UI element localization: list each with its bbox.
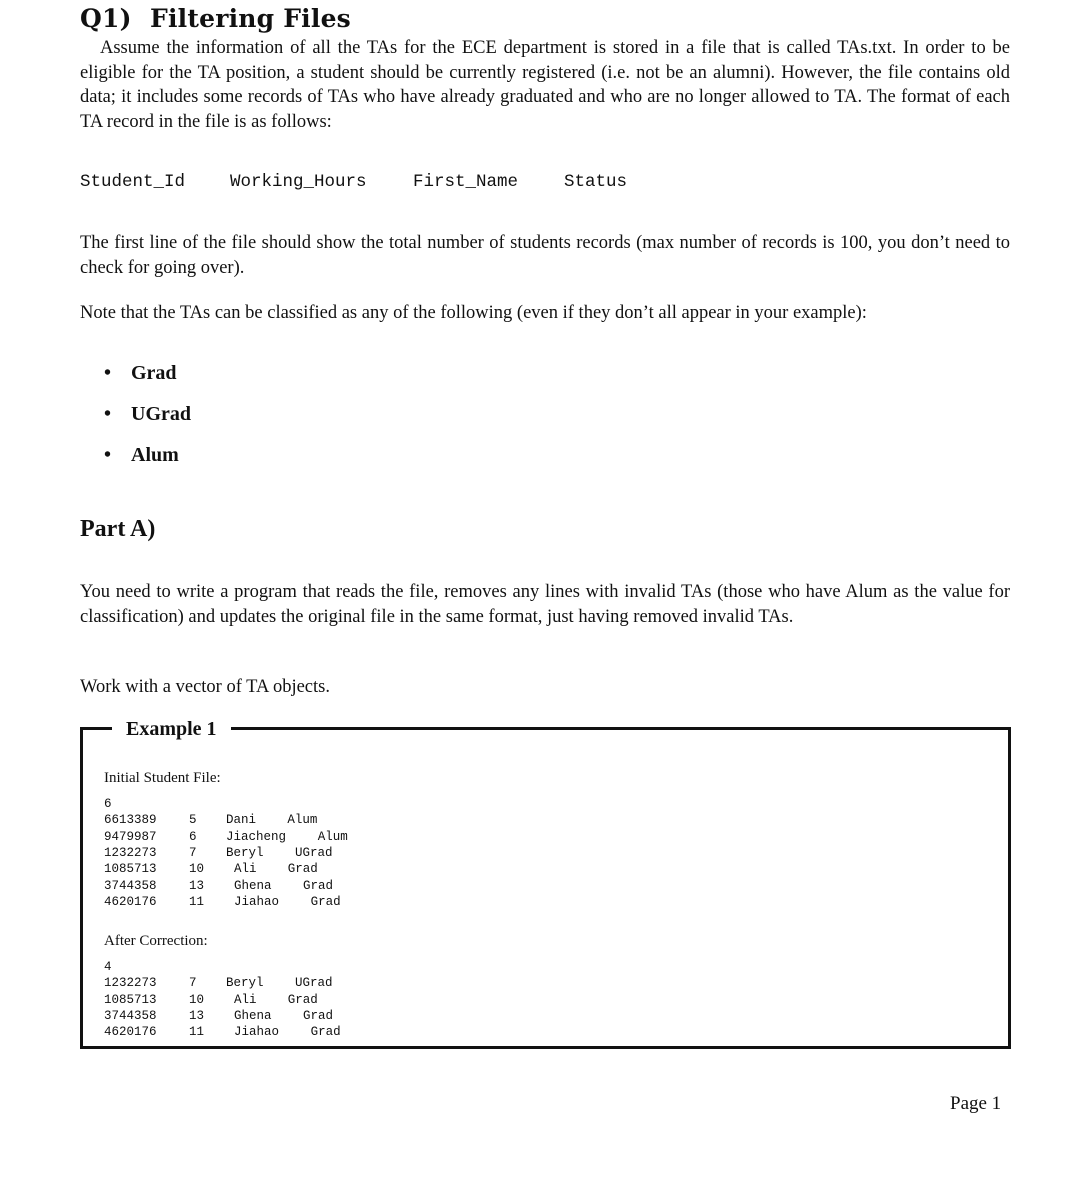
after-correction-label: After Correction: bbox=[104, 933, 208, 949]
cell-first-name: Jiahao bbox=[234, 1025, 280, 1040]
table-row bbox=[104, 861, 404, 877]
part-a-heading: Part A) bbox=[80, 516, 156, 542]
bullet-icon: • bbox=[104, 362, 112, 384]
cell-status: Grad bbox=[310, 894, 341, 909]
bullet-icon: • bbox=[104, 444, 112, 466]
question-heading bbox=[80, 4, 351, 33]
part-a-note: Work with a vector of TA objects. bbox=[80, 677, 330, 697]
cell-working-hours: 7 bbox=[189, 845, 197, 860]
note-paragraph-block bbox=[80, 301, 1010, 326]
first-line-paragraph-block bbox=[80, 231, 1010, 280]
example-title: Example 1 bbox=[112, 718, 231, 741]
cell-student-id: 3744358 bbox=[104, 878, 157, 893]
cell-working-hours: 6 bbox=[189, 829, 197, 844]
cell-student-id: 4620176 bbox=[104, 894, 157, 909]
after-count: 4 bbox=[104, 960, 112, 974]
classification-grad: Grad bbox=[131, 362, 177, 384]
cell-status: Grad bbox=[287, 862, 318, 877]
initial-count: 6 bbox=[104, 797, 112, 811]
cell-student-id: 1232273 bbox=[104, 845, 157, 860]
cell-first-name: Dani bbox=[226, 813, 257, 828]
question-title: Filtering Files bbox=[150, 4, 351, 33]
cell-first-name: Ghena bbox=[234, 1008, 272, 1023]
cell-status: Grad bbox=[303, 1008, 334, 1023]
cell-working-hours: 7 bbox=[189, 976, 197, 991]
cell-working-hours: 5 bbox=[189, 813, 197, 828]
initial-file-label: Initial Student File: bbox=[104, 770, 221, 786]
cell-first-name: Ghena bbox=[234, 878, 272, 893]
cell-student-id: 4620176 bbox=[104, 1025, 157, 1040]
intro-paragraph: Assume the information of all the TAs for the ECE department is stored in a file that is called TAs.txt. In order to be eligible for the TA position, a student should be currently registered (i.e. not be an alumni). However, the file contains old data; it includes some records of TAs who have already graduated and who are no longer allowed to TA. The format of each TA record in the file is as follows: bbox=[80, 38, 1010, 132]
table-row bbox=[104, 992, 404, 1008]
table-row bbox=[104, 1024, 404, 1040]
format-field-working-hours: Working_Hours bbox=[230, 172, 367, 192]
format-field-student-id: Student_Id bbox=[80, 172, 186, 192]
cell-student-id: 6613389 bbox=[104, 813, 157, 828]
cell-first-name: Jiacheng bbox=[226, 829, 287, 844]
page-number: Page 1 bbox=[950, 1093, 1002, 1114]
cell-first-name: Ali bbox=[234, 862, 257, 877]
table-row bbox=[104, 878, 404, 894]
cell-student-id: 9479987 bbox=[104, 829, 157, 844]
table-row bbox=[104, 975, 404, 991]
cell-status: Grad bbox=[303, 878, 334, 893]
cell-status: Alum bbox=[317, 829, 348, 844]
table-row bbox=[104, 812, 404, 828]
cell-student-id: 1232273 bbox=[104, 976, 157, 991]
cell-status: Grad bbox=[310, 1025, 341, 1040]
intro-paragraph-block bbox=[80, 36, 1010, 134]
list-item bbox=[104, 403, 191, 426]
cell-first-name: Jiahao bbox=[234, 894, 280, 909]
note-paragraph: Note that the TAs can be classified as any of the following (even if they don’t all appear in your example): bbox=[80, 303, 867, 323]
format-field-first-name: First_Name bbox=[413, 172, 519, 192]
table-row bbox=[104, 845, 404, 861]
classification-ugrad: UGrad bbox=[131, 403, 191, 425]
cell-student-id: 1085713 bbox=[104, 862, 157, 877]
part-a-paragraph-block bbox=[80, 580, 1010, 629]
cell-working-hours: 10 bbox=[189, 862, 205, 877]
table-row bbox=[104, 829, 404, 845]
cell-student-id: 3744358 bbox=[104, 1008, 157, 1023]
cell-first-name: Ali bbox=[234, 992, 257, 1007]
cell-status: Alum bbox=[287, 813, 318, 828]
cell-first-name: Beryl bbox=[226, 845, 264, 860]
cell-working-hours: 13 bbox=[189, 1008, 205, 1023]
table-row bbox=[104, 1008, 404, 1024]
cell-working-hours: 10 bbox=[189, 992, 205, 1007]
cell-status: Grad bbox=[287, 992, 318, 1007]
question-number: Q1) bbox=[80, 4, 132, 33]
part-a-paragraph: You need to write a program that reads the file, removes any lines with invalid TAs (those who have Alum as the value for classification) and updates the original file in the same format, just having removed invalid TAs. bbox=[80, 582, 1010, 627]
cell-working-hours: 11 bbox=[189, 1025, 205, 1040]
classification-alum: Alum bbox=[131, 444, 179, 466]
format-field-status: Status bbox=[564, 172, 628, 192]
cell-first-name: Beryl bbox=[226, 976, 264, 991]
cell-student-id: 1085713 bbox=[104, 992, 157, 1007]
cell-working-hours: 13 bbox=[189, 878, 205, 893]
first-line-paragraph: The first line of the file should show the total number of students records (max number of records is 100, you don’t need to check for going over). bbox=[80, 233, 1010, 278]
cell-status: UGrad bbox=[295, 976, 333, 991]
part-a-note-block bbox=[80, 675, 1010, 700]
table-row bbox=[104, 894, 404, 910]
list-item bbox=[104, 444, 179, 467]
bullet-icon: • bbox=[104, 403, 112, 425]
cell-status: UGrad bbox=[295, 845, 333, 860]
cell-working-hours: 11 bbox=[189, 894, 205, 909]
example-box bbox=[80, 727, 1011, 1049]
list-item bbox=[104, 362, 177, 385]
